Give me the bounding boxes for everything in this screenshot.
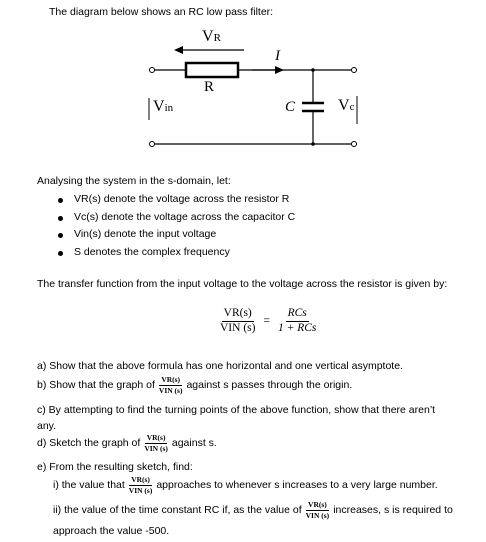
- definitions-list: [56, 191, 295, 261]
- question-d: d) Sketch the graph of $\frac{VR(s)}{\text{VIN (s)}}$ against s.: [37, 433, 217, 453]
- resistor-label: R: [204, 79, 215, 95]
- vin-label: Vin: [153, 98, 174, 115]
- arrow-left-icon: [174, 46, 183, 54]
- question-a: a) Show that the above formula has one horizontal and one vertical asymptote.: [37, 360, 403, 372]
- question-c-line-1: c) By attempting to find the turning points of the above function, show that there aren’t: [37, 404, 436, 416]
- question-b: b) Show that the graph of $\frac{VR(s)}{\text{VIN (s)}}$ against s passes through the origin.: [37, 375, 353, 395]
- transfer-function-formula: $\frac{VR(s)}{\text{VIN (s)}}$ = $\frac{\text{RCs}}{\text{1 + RCs}}$: [220, 307, 317, 334]
- list-item: Vc(s) denote the voltage across the capacitor C: [56, 209, 295, 227]
- analysing-text: Analysing the system in the s-domain, let:: [37, 175, 231, 187]
- question-e: e) From the resulting sketch, find:: [37, 461, 193, 473]
- resistor-symbol: [186, 63, 238, 77]
- vr-label: VR: [202, 28, 221, 45]
- question-e-ii-line-2: approach the value -500.: [53, 525, 170, 537]
- question-c-line-2: any.: [37, 420, 57, 432]
- list-item: VR(s) denote the voltage across the resistor R: [56, 191, 295, 209]
- formula-lhs: $\frac{VR(s)}{\text{VIN (s)}}$: [220, 307, 256, 334]
- arrow-right-icon: [275, 66, 284, 74]
- vc-label: Vc: [338, 97, 355, 114]
- list-item: Vin(s) denote the input voltage: [56, 226, 295, 244]
- list-item: S denotes the complex frequency: [56, 244, 295, 262]
- transfer-function-text: The transfer function from the input voltage to the voltage across the resistor is given by:: [37, 278, 448, 290]
- question-e-ii: ii) the value of the time constant RC if, as the value of $\frac{VR(s)}{\text{VIN (s)}}$ increases, s is required to: [53, 500, 453, 520]
- rc-circuit-diagram: [0, 0, 486, 175]
- capacitor-label: C: [285, 99, 296, 115]
- current-label: I: [275, 48, 280, 64]
- question-e-i: i) the value that $\frac{VR(s)}{\text{VIN (s)}}$ approaches to whenever s increases to a very large number.: [53, 475, 438, 495]
- intro-text: The diagram below shows an RC low pass filter:: [49, 6, 274, 18]
- formula-rhs: $\frac{\text{RCs}}{\text{1 + RCs}}$: [277, 307, 317, 334]
